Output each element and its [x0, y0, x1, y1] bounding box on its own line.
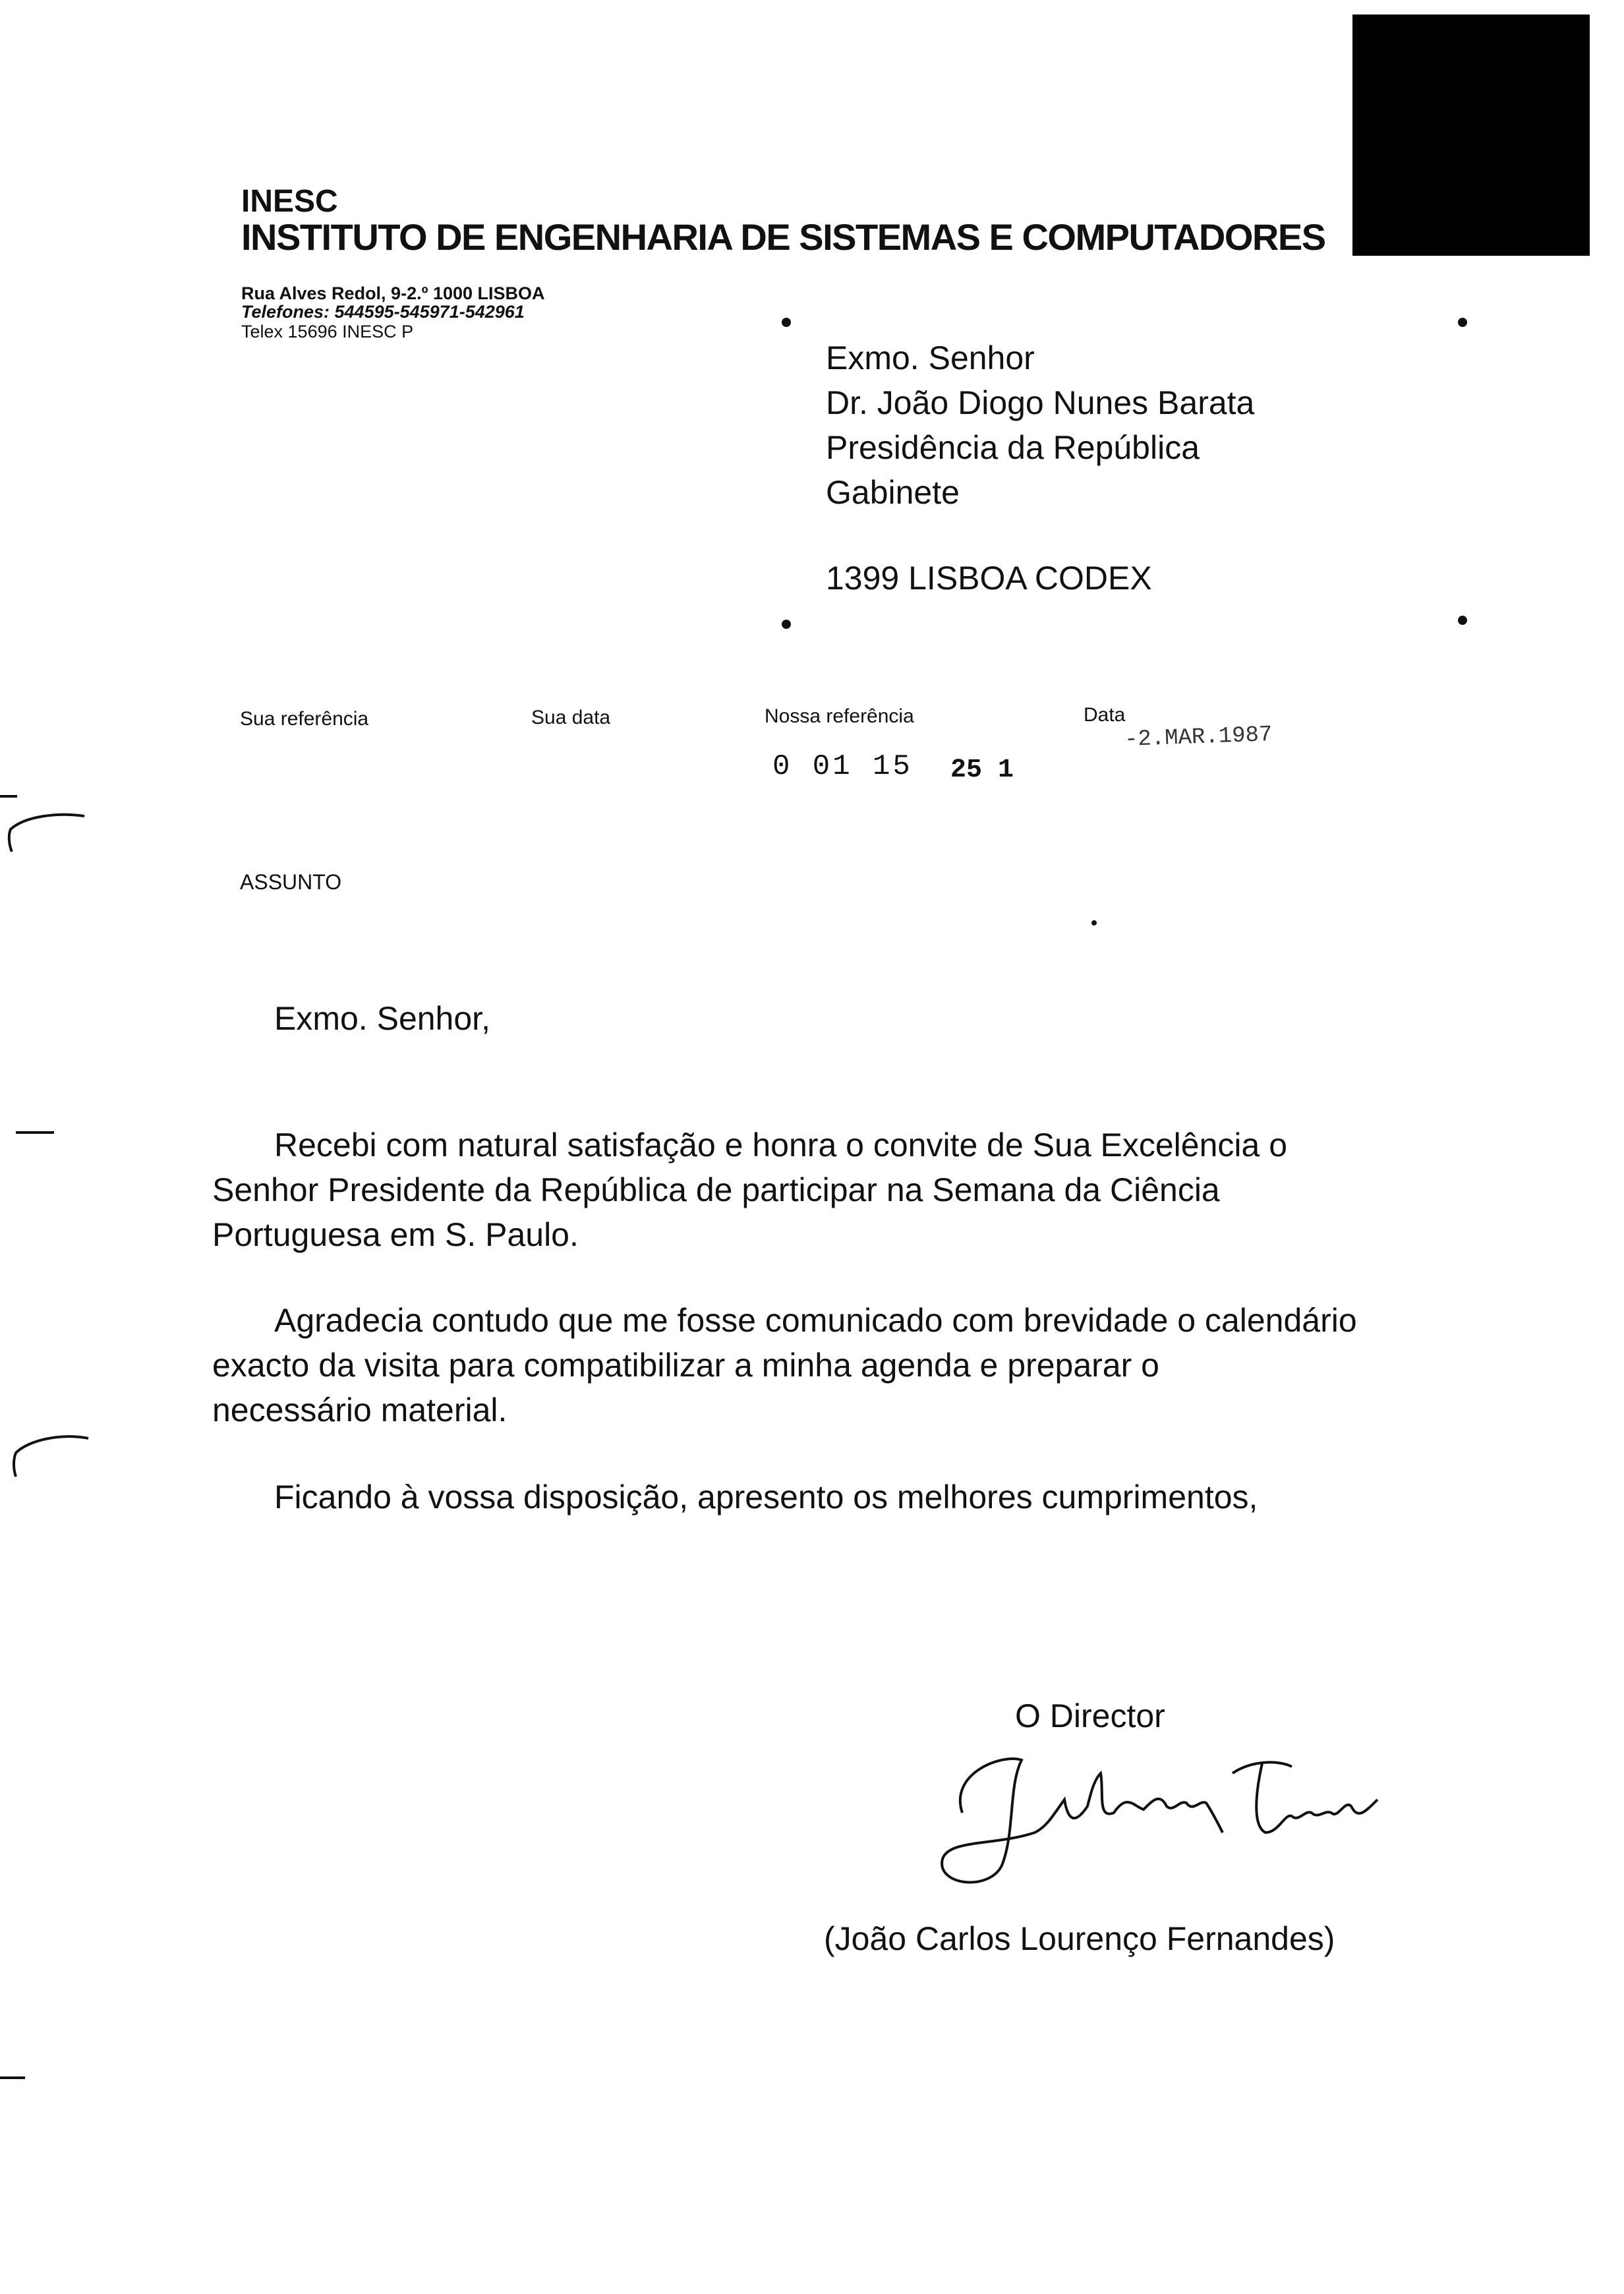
- letterhead-short-name: INESC: [241, 184, 338, 219]
- letterhead-full-name: INSTITUTO DE ENGENHARIA DE SISTEMAS E COMPUTADORES: [241, 216, 1325, 258]
- paragraph-1-line-2: Senhor Presidente da República de participar na Semana da Ciência: [212, 1171, 1220, 1208]
- window-corner-dot: [782, 620, 791, 629]
- paragraph-3: Ficando à vossa disposição, apresento os melhores cumprimentos,: [274, 1479, 1258, 1515]
- our-reference-value: 0 01 15: [772, 750, 913, 783]
- letterhead-address: Rua Alves Redol, 9-2.º 1000 LISBOA: [241, 283, 545, 303]
- margin-mark: [0, 2076, 25, 2079]
- recipient-name: Dr. João Diogo Nunes Barata: [826, 384, 1255, 421]
- punch-hole-arc: [5, 809, 91, 856]
- punch-hole-arc: [9, 1430, 95, 1483]
- paragraph-2-line-1: Agradecia contudo que me fosse comunicado com brevidade o calendário: [274, 1302, 1357, 1339]
- handwritten-signature: [923, 1734, 1397, 1892]
- paragraph-2-line-3: necessário material.: [212, 1392, 508, 1428]
- your-reference-label: Sua referência: [240, 708, 369, 730]
- subject-label: ASSUNTO: [240, 870, 342, 894]
- recipient-department: Gabinete: [826, 474, 960, 511]
- redaction-block: [1352, 15, 1590, 256]
- our-reference-extra: 25 1: [950, 755, 1014, 785]
- date-stamp: -2.MAR.1987: [1124, 722, 1273, 753]
- date-label: Data: [1084, 704, 1126, 726]
- paragraph-2-line-2: exacto da visita para compatibilizar a minha agenda e preparar o: [212, 1347, 1159, 1384]
- your-date-label: Sua data: [531, 707, 611, 728]
- paragraph-1-line-1: Recebi com natural satisfação e honra o convite de Sua Excelência o: [274, 1127, 1288, 1163]
- paragraph-1-line-3: Portuguesa em S. Paulo.: [212, 1216, 579, 1253]
- signatory-name: (João Carlos Lourenço Fernandes): [824, 1920, 1335, 1957]
- window-corner-dot: [1458, 318, 1467, 327]
- margin-mark: [16, 1131, 54, 1134]
- recipient-salutation: Exmo. Senhor: [826, 339, 1035, 376]
- margin-mark: [0, 795, 17, 798]
- letter-greeting: Exmo. Senhor,: [274, 1000, 490, 1037]
- recipient-city: 1399 LISBOA CODEX: [826, 560, 1152, 597]
- recipient-office: Presidência da República: [826, 429, 1200, 466]
- letterhead-telex: Telex 15696 INESC P: [241, 322, 414, 341]
- window-corner-dot: [1458, 616, 1467, 625]
- closing-title: O Director: [1015, 1697, 1165, 1734]
- window-corner-dot: [782, 318, 791, 327]
- ink-speck: [1091, 920, 1097, 926]
- letterhead-phones: Telefones: 544595-545971-542961: [241, 302, 525, 322]
- our-reference-label: Nossa referência: [765, 705, 914, 727]
